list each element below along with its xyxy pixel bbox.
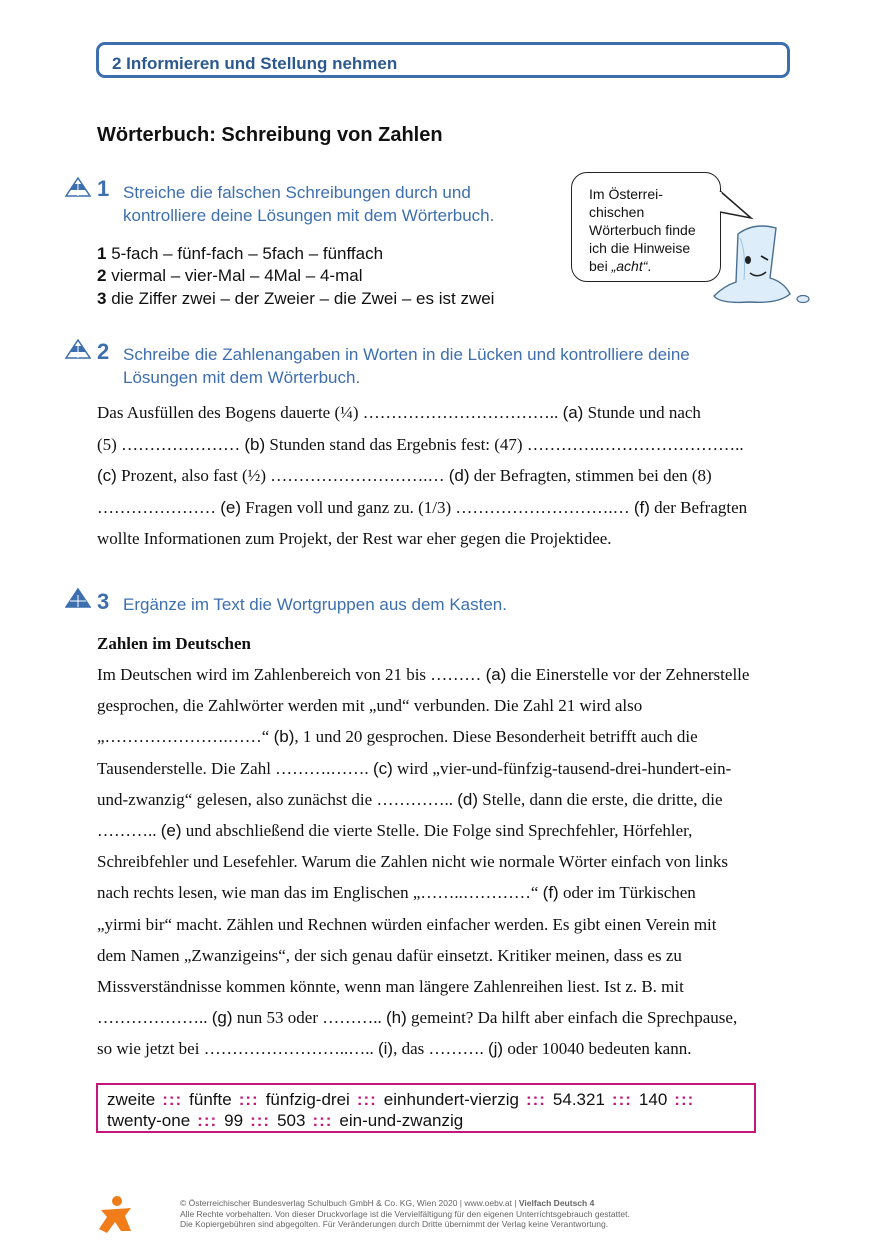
text-segment: ………………… (97, 497, 221, 517)
text-segment: Schreibfehler und Lesefehler. Warum die Zahlen nicht wie normale Wörter einfach von links (97, 852, 729, 872)
gap-label: (a) (562, 403, 584, 422)
difficulty-pyramid-icon (65, 339, 91, 359)
text-segment: und-zwanzig“ gelesen, also zunächst die ………….. (97, 789, 458, 809)
gap-label: (d) (457, 789, 478, 809)
task-1-instruction-line-1: Streiche die falschen Schreibungen durch und (123, 183, 471, 202)
word-option: 140 (638, 1090, 668, 1109)
difficulty-pyramid-icon (65, 177, 91, 197)
word-separator: ::: (674, 1090, 695, 1109)
text-segment: „………………….……“ (97, 727, 274, 747)
word-option: zweite (107, 1090, 156, 1109)
word-box-row-1 (107, 1090, 701, 1110)
text-segment: wird „vier-und-fünfzig-tausend-drei-hundert-ein- (392, 758, 732, 778)
difficulty-pyramid-full-icon (65, 588, 91, 608)
text-segment: Missverständnisse kommen könnte, wenn man längere Zahlenreihen liest. Ist z. B. mit (97, 977, 684, 996)
text-line (97, 696, 797, 716)
text-segment: oder im Türkischen (558, 883, 696, 903)
word-option: fünfzig-drei (265, 1090, 350, 1109)
text-segment: „yirmi bir“ macht. Zählen und Rechnen würden einfacher werden. Es gibt einen Verein mit (97, 914, 717, 934)
text-segment: die Einerstelle vor der Zehnerstelle (506, 665, 750, 684)
text-line (97, 852, 797, 872)
text-segment: ……….. (97, 821, 161, 840)
task-2-instruction-line-2: Lösungen mit dem Wörterbuch. (123, 368, 361, 387)
text-segment: der Befragten (649, 497, 748, 517)
gap-label: (b) (273, 727, 295, 747)
chapter-header-box (96, 42, 790, 78)
text-segment: nach rechts lesen, wie man das im Englischen „……..…………“ (97, 883, 543, 903)
text-segment: gemeint? Da hilft aber einfach die Sprechpause, (406, 1008, 738, 1028)
word-separator: ::: (250, 1111, 271, 1130)
word-separator: ::: (356, 1090, 377, 1109)
footer-copyright: © Österreichischer Bundesverlag Schulbuch GmbH & Co. KG, Wien 2020 | www.oebv.at | Vielfach Deutsch 4 Alle Rechte vorbehalten. Von dieser Druckvorlage ist die Vervielfältigung für den eigenen Unterrichtsgebrauch gestattet. Die Kopiergebühren sind abgegolten. Für Veränderungen durch Dritte übernimmt der Verlag keine Verantwortung. (180, 1198, 630, 1229)
text-line (97, 665, 797, 685)
text-line (97, 1008, 797, 1028)
text-segment: wollte Informationen zum Projekt, der Rest war eher gegen die Projektidee. (97, 529, 612, 549)
gap-label: (f) (542, 883, 559, 903)
text-segment: , 1 und 20 gesprochen. Diese Besonderheit betrifft auch die (294, 727, 698, 747)
word-option: fünfte (189, 1090, 232, 1109)
gap-label: (g) (211, 1008, 233, 1028)
gap-label: (i) (377, 1039, 394, 1059)
task-3-number: 3 (97, 589, 110, 614)
task-1-item-1: 1 5-fach – fünf-fach – 5fach – fünffach (97, 244, 384, 263)
task-2-number: 2 (97, 339, 110, 364)
gap-label: (e) (220, 497, 242, 517)
text-segment: Das Ausfüllen des Bogens dauerte (¼) …………………………….. (97, 403, 563, 422)
text-segment: so wie jetzt bei ……………………..….. (97, 1039, 378, 1059)
text-line (97, 915, 797, 935)
word-option: 54.321 (552, 1090, 605, 1109)
task-3-instruction: Ergänze im Text die Wortgruppen aus dem Kasten. (123, 595, 507, 614)
word-option: einhundert-vierzig (383, 1090, 519, 1109)
task-1-item-3: 3 die Ziffer zwei – der Zweier – die Zwei – es ist zwei (97, 289, 495, 308)
gap-label: (c) (97, 466, 117, 486)
text-segment: gesprochen, die Zahlwörter werden mit „und“ verbunden. Die Zahl 21 wird also (97, 696, 643, 716)
word-option: 503 (277, 1111, 306, 1130)
text-segment: Stunde und nach (583, 403, 701, 422)
text-line (97, 435, 797, 455)
word-separator: ::: (197, 1111, 218, 1130)
text-line (97, 727, 797, 747)
text-line (97, 883, 797, 903)
word-separator: ::: (312, 1111, 333, 1130)
gap-label: (j) (487, 1039, 504, 1059)
text-line (97, 821, 797, 841)
text-segment: Fragen voll und ganz zu. (1/3) ……………………….… (241, 497, 634, 517)
word-option: 99 (224, 1111, 244, 1130)
task-3-subtitle: Zahlen im Deutschen (97, 634, 251, 653)
speech-bubble-text: Im Österrei- chischen Wörterbuch finde ich die Hinweise bei „acht“. (589, 186, 696, 274)
task-1-item-2: 2 viermal – vier-Mal – 4Mal – 4-mal (97, 266, 363, 285)
gap-label: (f) (633, 497, 650, 517)
task-2-instruction-line-1: Schreibe die Zahlenangaben in Worten in die Lücken und kontrolliere deine (123, 345, 690, 364)
text-segment: und abschließend die vierte Stelle. Die Folge sind Sprechfehler, Hörfehler, (181, 821, 693, 840)
gap-label: (b) (244, 434, 266, 454)
text-segment: ……………….. (97, 1008, 212, 1028)
text-line (97, 1039, 797, 1059)
text-segment: nun 53 oder ……….. (232, 1008, 386, 1028)
gap-label: (d) (448, 466, 470, 486)
gap-label: (h) (386, 1008, 407, 1028)
text-line (97, 977, 797, 997)
word-separator: ::: (611, 1090, 632, 1109)
text-line (97, 466, 797, 486)
text-line (97, 529, 797, 549)
gap-label: (a) (485, 665, 507, 684)
word-option: ein-und-zwanzig (339, 1111, 464, 1130)
text-segment: der Befragten, stimmen bei den (8) (469, 466, 712, 486)
text-segment: Stelle, dann die erste, die dritte, die (477, 789, 723, 809)
word-separator: ::: (525, 1090, 546, 1109)
text-segment: Prozent, also fast (½) ……………………….… (116, 466, 449, 486)
page-title: Wörterbuch: Schreibung von Zahlen (97, 124, 443, 146)
word-box-row-2 (107, 1111, 463, 1131)
task-1-number: 1 (97, 176, 110, 201)
text-segment: dem Namen „Zwanzigeins“, der sich genau dafür einsetzt. Kritiker meinen, dass es zu (97, 945, 682, 965)
word-option: twenty-one (107, 1111, 191, 1130)
text-line (97, 498, 797, 518)
text-line (97, 946, 797, 966)
mascot-figure-icon (706, 220, 812, 308)
text-line (97, 759, 797, 779)
word-separator: ::: (162, 1090, 183, 1109)
text-segment: Stunden stand das Ergebnis fest: (47) ………….…………………….. (265, 434, 744, 454)
text-segment: (5) ………………… (97, 434, 245, 454)
text-segment: , das ………. (393, 1039, 488, 1059)
text-line (97, 790, 797, 810)
chapter-title: 2 Informieren und Stellung nehmen (112, 54, 398, 73)
text-line (97, 403, 797, 423)
text-segment: oder 10040 bedeuten kann. (503, 1039, 692, 1059)
task-1-instruction-line-2: kontrolliere deine Lösungen mit dem Wörterbuch. (123, 206, 495, 225)
word-separator: ::: (238, 1090, 259, 1109)
text-segment: Tausenderstelle. Die Zahl ……….……. (97, 758, 373, 778)
text-segment: Im Deutschen wird im Zahlenbereich von 21 bis ……… (97, 665, 486, 684)
publisher-logo-icon (97, 1195, 135, 1235)
gap-label: (c) (372, 758, 393, 778)
gap-label: (e) (160, 821, 182, 840)
